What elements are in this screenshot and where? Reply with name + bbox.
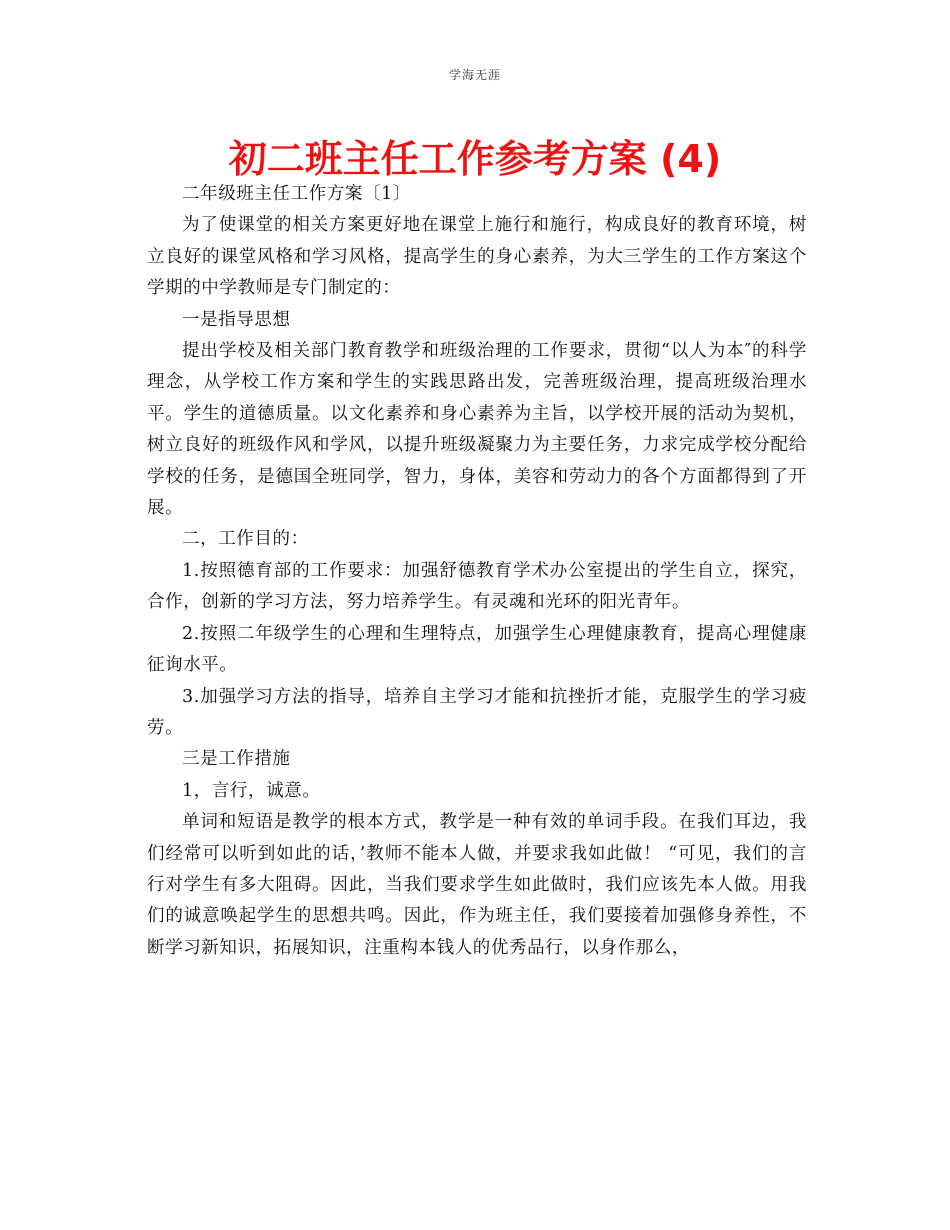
sub-heading-measure-1: 1，言行，诚意。: [182, 780, 321, 801]
paragraph-measure-1: 单词和短语是教学的根本方式，教学是一种有效的单词手段。在我们耳边，我们经常可以听到如此的话，’教师不能本人做，并要求我如此做！ “可见，我们的言行对学生有多大阻碍。因此，当我们要求学生如此做时，我们应该先本人做。用我们的诚意唤起学生的思想共鸣。因此，作为班主任，我们要接着加强修身养性，不断学习新知识，拓展知识，注重构本钱人的优秀品行，以身作那么，: [147, 812, 807, 958]
section-heading-work-goals: 二，工作目的：: [182, 529, 309, 550]
paragraph-guiding-thought: 提出学校及相关部门教育教学和班级治理的工作要求，贯彻“以人为本″的科学理念，从学校工作方案和学生的实践思路出发，完善班级治理，提高班级治理水平。学生的道德质量。以文化素养和身心素养为主旨，以学校开展的活动为契机，树立良好的班级作风和学风，以提升班级凝聚力为主要任务，力求完成学校分配给学校的任务，是德国全班同学，智力，身体，美容和劳动力的各个方面都得到了开展。: [147, 341, 807, 519]
list-item-goal-1: 1.按照德育部的工作要求：加强舒德教育学术办公室提出的学生自立，探究，合作，创新的学习方法，努力培养学生。有灵魂和光环的阳光青年。: [147, 560, 807, 613]
paragraph-intro: 为了使课堂的相关方案更好地在课堂上施行和施行，构成良好的教育环境，树立良好的课堂风格和学习风格，提高学生的身心素养，为大三学生的工作方案这个学期的中学教师是专门制定的：: [147, 215, 807, 299]
document-body: [147, 179, 807, 964]
page-header: 学海无涯: [448, 68, 501, 82]
paragraph-subtitle: 二年级班主任工作方案〔1〕: [182, 184, 411, 204]
section-heading-guiding-thought: 一是指导思想: [182, 309, 291, 330]
section-heading-work-measures: 三是工作措施: [182, 749, 291, 770]
list-item-goal-2: 2.按照二年级学生的心理和生理特点，加强学生心理健康教育，提高心理健康征询水平。: [147, 623, 807, 676]
list-item-goal-3: 3.加强学习方法的指导，培养自主学习才能和抗挫折才能，克服学生的学习疲劳。: [147, 686, 807, 738]
document-title: 初二班主任工作参考方案 (4): [228, 137, 722, 181]
